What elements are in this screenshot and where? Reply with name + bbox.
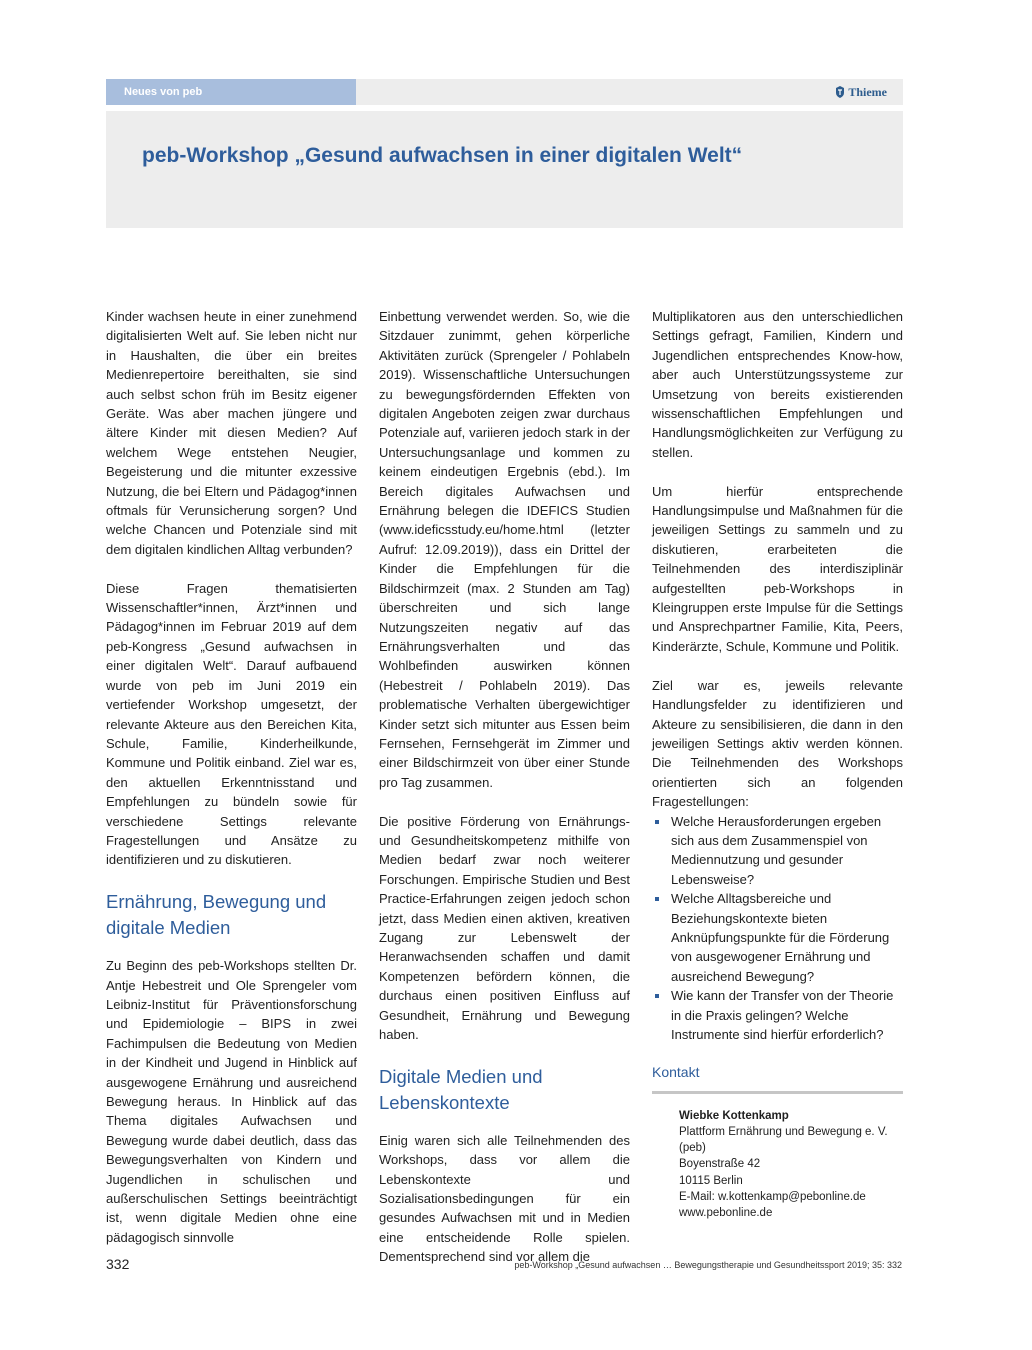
question-list bbox=[652, 812, 903, 1045]
column-2 bbox=[379, 307, 630, 1286]
contact-street: Boyenstraße 42 bbox=[679, 1158, 761, 1171]
journal-header-bar bbox=[106, 79, 903, 105]
section-heading: Ernährung, Bewegung und digitale Medien bbox=[106, 891, 327, 939]
list-item: Welche Herausforderungen ergeben sich aus dem Zusammenspiel von Mediennutzung und gesunder Lebensweise? bbox=[652, 812, 903, 890]
paragraph: Multiplikatoren aus den unterschiedlichen Settings gefragt, Familien, Kindern und Jugendlichen entsprechendes Know-how, aber auch Unterstützungssysteme zur Umsetzung von bereits existierenden wissenschaftlichen Empfehlungen und Handlungsmöglichkeiten zur Verfügung zu stellen. bbox=[652, 309, 903, 460]
list-item: Wie kann der Transfer von der Theorie in die Praxis gelingen? Welche Instrumente sind hierfür erforderlich? bbox=[652, 986, 903, 1044]
thieme-logo-icon bbox=[835, 86, 845, 98]
footer-citation: peb-Workshop „Gesund aufwachsen … Bewegungstherapie und Gesundheitssport 2019; 35: 332 bbox=[514, 1260, 902, 1270]
column-3 bbox=[652, 307, 903, 1221]
contact-email: E-Mail: w.kottenkamp@pebonline.de bbox=[679, 1190, 866, 1203]
article-title: peb-Workshop „Gesund aufwachsen in einer digitalen Welt“ bbox=[142, 144, 743, 167]
contact-heading: Kontakt bbox=[652, 1063, 903, 1093]
section-tag: Neues von peb bbox=[106, 79, 356, 105]
list-item: Welche Alltagsbereiche und Beziehungskontexte bieten Anknüpfungspunkte für die Förderung von ausgewogener Ernährung und ausreichend Bewegung? bbox=[652, 889, 903, 986]
paragraph: Zu Beginn des peb-Workshops stellten Dr. Antje Hebestreit und Ole Sprengeler vom Leibniz-Institut für Präventionsforschung und Epidemiologie – BIPS in zwei Fachimpulsen die Bedeutung von Medien in der Kindheit und Jugend in Hinblick auf ausgewogene Ernährung und ausreichend Bewegung heraus. In Hinblick auf das Thema digitales Aufwachsen und Bewegung wurde dabei deutlich, dass das Bewegungsverhalten von Kindern und Jugendlichen in schulischen und außerschulischen Settings beeinträchtigt ist, wenn digitale Medien ohne eine pädagogisch sinnvolle bbox=[106, 958, 357, 1245]
contact-city: 10115 Berlin bbox=[679, 1174, 743, 1187]
paragraph: Diese Fragen thematisierten Wissenschaftler*innen, Ärzt*innen und Pädagog*innen im Februar 2019 auf dem peb-Kongress „Gesund aufwachsen in einer digitalen Welt“. Darauf aufbauend wurde von peb im Juni 2019 ein vertiefender Workshop umgesetzt, der relevante Akteure aus den Bereichen Kita, Schule, Familie, Kinderheilkunde, Kommune und Politik einband. Ziel war es, den aktuellen Erkenntnisstand und Empfehlungen zu bündeln sowie für verschiedene Settings relevante Fragestellungen und Ansätze zu identifizieren und zu diskutieren. bbox=[106, 580, 357, 868]
paragraph: Kinder wachsen heute in einer zunehmend digitalisierten Welt auf. Sie leben nicht nur in Haushalten, die über ein breites Medienrepertoire bereithalten, sie sind auch selbst schon früh im Besitz eigener Geräte. Was aber machen jüngere und ältere Kinder mit diesen Medien? Auf welchem Wege entstehen Neugier, Begeisterung und die mitunter exzessive Nutzung, die bei Eltern und Pädagog*innen oftmals für Verunsicherung sorgen? Und welche Chancen und Potenziale sind mit dem digitalen kindlichen Alltag verbunden? bbox=[106, 309, 357, 557]
paragraph: Um hierfür entsprechende Handlungsimpulse und Maßnahmen für die jeweiligen Settings zu sammeln und zu diskutieren, erarbeiteten die Teilnehmenden des interdisziplinär aufgestellten peb-Workshops in Kleingruppen erste Impulse für die Settings und Ansprechpartner Familie, Kita, Peers, Kinderärzte, Schule, Kommune und Politik. bbox=[652, 483, 903, 654]
section-heading: Digitale Medien und Lebenskontexte bbox=[379, 1065, 543, 1113]
paragraph: Ziel war es, jeweils relevante Handlungsfelder zu identifizieren und Akteure zu sensibilisieren, die dann in den jeweiligen Settings aktiv werden können. Die Teilnehmenden des Workshops orientierten sich an folgenden Fragestellungen: bbox=[652, 677, 903, 810]
paragraph: Einbettung verwendet werden. So, wie die Sitzdauer zunimmt, gehen körperliche Aktivitäten zurück (Sprengeler / Pohlabeln 2019). Wissenschaftliche Untersuchungen zu bewegungsfördernden Effekten von digitalen Angeboten zeigen zwar durchaus Potenziale auf, variieren jedoch stark in der Untersuchungsanlage und kommen zu keinem eindeutigen Ergebnis (ebd.). Im Bereich digitales Aufwachsen und Ernährung belegen die IDEFICS Studien (www.ideficsstudy.eu/home.html (letzter Aufruf: 12.09.2019)), dass ein Drittel der Kinder die Empfehlungen für die Bildschirmzeit (max. 2 Stunden am Tag) überschreiten und sich lange Nutzungszeiten negativ auf das Ernährungsverhalten und das Wohlbefinden auswirken können (Hebestreit / Pohlabeln 2019). Das problematische Verhalten übergewichtiger Kinder setzt sich mitunter aus Essen beim Fernsehen, Fernsehgerät im Zimmer und einer Bildschirmzeit von über einer Stunde pro Tag zusammen. bbox=[379, 309, 630, 790]
publisher-name: Thieme bbox=[848, 85, 887, 99]
contact-name: Wiebke Kottenkamp bbox=[679, 1109, 789, 1122]
paragraph: Einig waren sich alle Teilnehmenden des Workshops, dass vor allem die Lebenskontexte und Sozialisationsbedingungen für ein gesundes Aufwachsen mit und in Medien eine entscheidende Rolle spielen. Dementsprechend sind vor allem die bbox=[379, 1132, 630, 1265]
contact-organization: Plattform Ernährung und Bewegung e. V. (peb) bbox=[679, 1126, 888, 1155]
contact-website: www.pebonline.de bbox=[679, 1207, 773, 1220]
column-1 bbox=[106, 307, 357, 1267]
contact-block bbox=[652, 1108, 903, 1221]
paragraph: Die positive Förderung von Ernährungs- und Gesundheitskompetenz mithilfe von Medien bedarf zwar noch weiterer Forschungen. Empirische Studien und Best Practice-Erfahrungen zeigen jedoch schon jetzt, dass Medien einen aktiven, kreativen Zugang zur Lebenswelt der Heranwachsenden schaffen und damit Kompetenzen befördern können, die durchaus einen positiven Einfluss auf Gesundheit, Ernährung und Bewegung haben. bbox=[379, 813, 630, 1043]
title-panel bbox=[106, 111, 903, 228]
publisher-brand bbox=[835, 79, 887, 105]
page-number: 332 bbox=[106, 1256, 130, 1272]
